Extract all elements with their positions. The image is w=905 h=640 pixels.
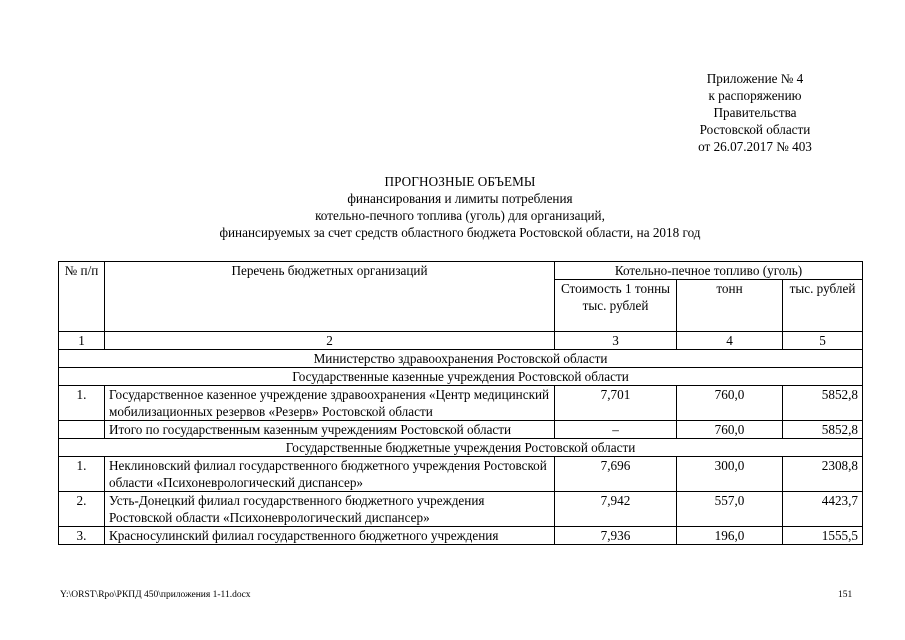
row-tons: 760,0 [677, 386, 783, 421]
total-tons: 760,0 [677, 421, 783, 439]
header-num: № п/п [59, 262, 105, 332]
row-num: 1. [59, 457, 105, 492]
row-name: Усть-Донецкий филиал государственного бюджетного учреждения Ростовской области «Психоневрологический диспансер» [105, 492, 555, 527]
table-row [59, 492, 863, 527]
row-cost: 7,701 [555, 386, 677, 421]
row-sum: 4423,7 [783, 492, 863, 527]
row-cost: 7,936 [555, 527, 677, 545]
table-row [59, 527, 863, 545]
row-cost: 7,942 [555, 492, 677, 527]
header-thousand-rub: тыс. рублей [783, 280, 863, 332]
table-row [59, 457, 863, 492]
total-cost: – [555, 421, 677, 439]
row-num-empty [59, 421, 105, 439]
appendix-line: Ростовской области [699, 122, 811, 137]
header-name: Перечень бюджетных организаций [105, 262, 555, 332]
section-label: Государственные бюджетные учреждения Ростовской области [59, 439, 863, 457]
appendix-line: к распоряжению [708, 88, 802, 103]
row-sum: 5852,8 [783, 386, 863, 421]
row-name: Неклиновский филиал государственного бюджетного учреждения Ростовской области «Психоневрологический диспансер» [105, 457, 555, 492]
col-number: 1 [59, 332, 105, 350]
table-header-row [59, 262, 863, 280]
header-cost: Стоимость 1 тонны тыс. рублей [555, 280, 677, 332]
appendix-line: от 26.07.2017 № 403 [698, 139, 812, 154]
ministry-label: Министерство здравоохранения Ростовской области [59, 350, 863, 368]
table-row [59, 386, 863, 421]
row-tons: 557,0 [677, 492, 783, 527]
document-title [150, 173, 770, 241]
appendix-line: Правительства [713, 105, 797, 120]
row-sum: 1555,5 [783, 527, 863, 545]
col-number: 4 [677, 332, 783, 350]
total-sum: 5852,8 [783, 421, 863, 439]
section-row [59, 368, 863, 386]
budget-table [58, 261, 863, 545]
row-num: 1. [59, 386, 105, 421]
ministry-row [59, 350, 863, 368]
col-number: 3 [555, 332, 677, 350]
header-tons: тонн [677, 280, 783, 332]
section-row [59, 439, 863, 457]
footer-page-number: 151 [838, 590, 853, 600]
title-line: финансируемых за счет средств областного бюджета Ростовской области, на 2018 год [219, 225, 701, 240]
column-numbers-row [59, 332, 863, 350]
footer-file-path: Y:\ORST\Rpo\РКПД 450\приложения 1-11.docx [60, 590, 251, 600]
row-name: Государственное казенное учреждение здравоохранения «Центр медицинский мобилизационных резервов «Резерв» Ростовской области [105, 386, 555, 421]
header-fuel: Котельно-печное топливо (уголь) [555, 262, 863, 280]
appendix-line: Приложение № 4 [706, 71, 804, 86]
col-number: 2 [105, 332, 555, 350]
section-label: Государственные казенные учреждения Ростовской области [59, 368, 863, 386]
row-sum: 2308,8 [783, 457, 863, 492]
row-name: Красносулинский филиал государственного бюджетного учреждения [105, 527, 555, 545]
col-number: 5 [783, 332, 863, 350]
title-heading: ПРОГНОЗНЫЕ ОБЪЕМЫ [384, 174, 536, 189]
row-num: 2. [59, 492, 105, 527]
title-line: финансирования и лимиты потребления [347, 191, 573, 206]
row-tons: 300,0 [677, 457, 783, 492]
row-tons: 196,0 [677, 527, 783, 545]
total-row [59, 421, 863, 439]
total-name: Итого по государственным казенным учреждениям Ростовской области [105, 421, 555, 439]
row-num: 3. [59, 527, 105, 545]
row-cost: 7,696 [555, 457, 677, 492]
title-line: котельно-печного топлива (уголь) для организаций, [315, 208, 605, 223]
appendix-block [640, 70, 870, 155]
